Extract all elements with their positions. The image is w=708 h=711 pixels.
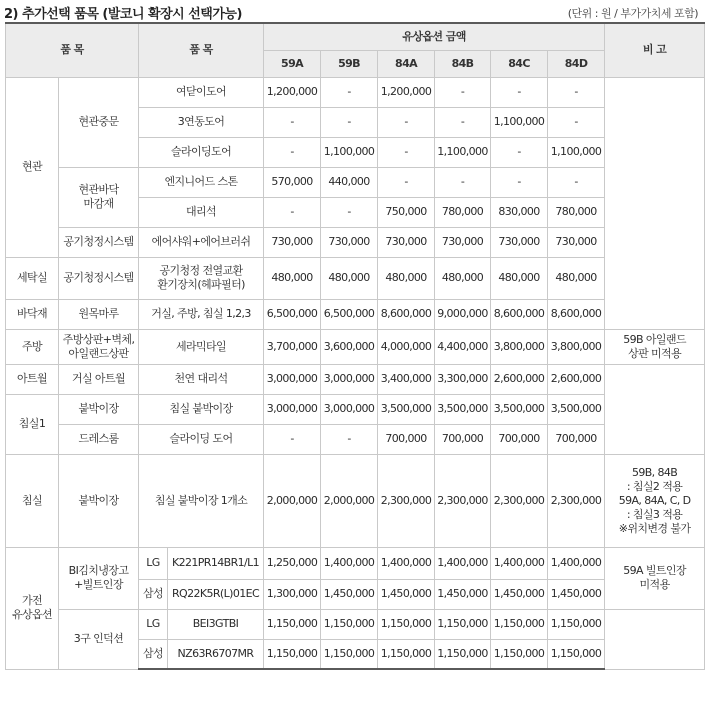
price-cell: 6,500,000 xyxy=(321,299,378,329)
item-cell: NZ63R6707MR xyxy=(168,639,264,669)
price-cell: 1,450,000 xyxy=(548,579,605,609)
price-cell: - xyxy=(378,137,435,167)
remark-cell: 59A 빌트인장 미적용 xyxy=(605,547,705,609)
remark-cell: 59B 아일랜드 상판 미적용 xyxy=(605,329,705,364)
table-row xyxy=(6,257,705,299)
price-cell: 440,000 xyxy=(321,167,378,197)
category-cell: 침실 xyxy=(6,454,59,547)
brand-cell: LG xyxy=(139,609,168,639)
price-cell: 1,150,000 xyxy=(321,639,378,669)
item-cell: 침실 붙박이장 xyxy=(139,394,264,424)
item-cell: 엔지니어드 스톤 xyxy=(139,167,264,197)
remark-cell: 59B, 84B : 침실2 적용 59A, 84A, C, D : 침실3 적용 ※위치변경 불가 xyxy=(605,454,705,547)
price-cell: 1,150,000 xyxy=(435,609,491,639)
price-cell: 2,300,000 xyxy=(548,454,605,547)
price-cell: 1,150,000 xyxy=(548,609,605,639)
price-cell: 3,500,000 xyxy=(378,394,435,424)
price-cell: 2,000,000 xyxy=(264,454,321,547)
price-cell: - xyxy=(435,77,491,107)
subcategory-cell: 드레스룸 xyxy=(59,424,139,454)
subcategory-cell: 공기청정시스템 xyxy=(59,257,139,299)
header-item-detail: 품 목 xyxy=(139,23,264,77)
item-cell: 천연 대리석 xyxy=(139,364,264,394)
price-cell: 3,000,000 xyxy=(321,394,378,424)
category-cell: 아트월 xyxy=(6,364,59,394)
price-cell: 2,300,000 xyxy=(435,454,491,547)
header-type: 59A xyxy=(264,50,321,77)
header-remarks: 비 고 xyxy=(605,23,705,77)
subcategory-cell: 주방상판+벽체, 아일랜드상판 xyxy=(59,329,139,364)
header-type: 84A xyxy=(378,50,435,77)
price-cell: 1,250,000 xyxy=(264,547,321,579)
price-cell: - xyxy=(491,77,548,107)
price-cell: 1,100,000 xyxy=(321,137,378,167)
price-cell: 730,000 xyxy=(378,227,435,257)
price-cell: - xyxy=(378,107,435,137)
price-cell: 700,000 xyxy=(491,424,548,454)
price-cell: 730,000 xyxy=(435,227,491,257)
category-cell: 바닥재 xyxy=(6,299,59,329)
price-cell: 1,150,000 xyxy=(321,609,378,639)
price-cell: 1,150,000 xyxy=(264,609,321,639)
price-cell: 1,150,000 xyxy=(378,639,435,669)
item-cell: 에어샤워+에어브러쉬 xyxy=(139,227,264,257)
price-cell: 480,000 xyxy=(548,257,605,299)
price-cell: 8,600,000 xyxy=(378,299,435,329)
price-cell: 480,000 xyxy=(321,257,378,299)
item-cell: 여닫이도어 xyxy=(139,77,264,107)
table-row xyxy=(6,394,705,424)
table-row xyxy=(6,299,705,329)
header-item-category: 품 목 xyxy=(6,23,139,77)
item-cell: 슬라이딩 도어 xyxy=(139,424,264,454)
table-row xyxy=(6,547,705,579)
price-cell: - xyxy=(264,197,321,227)
price-cell: 9,000,000 xyxy=(435,299,491,329)
item-cell: 슬라이딩도어 xyxy=(139,137,264,167)
price-cell: 730,000 xyxy=(264,227,321,257)
category-cell: 가전 유상옵션 xyxy=(6,547,59,669)
brand-cell: 삼성 xyxy=(139,579,168,609)
price-cell: 1,150,000 xyxy=(491,639,548,669)
subcategory-cell: 현관바닥 마감재 xyxy=(59,167,139,227)
price-cell: 8,600,000 xyxy=(491,299,548,329)
price-cell: 8,600,000 xyxy=(548,299,605,329)
price-cell: - xyxy=(264,137,321,167)
price-cell: - xyxy=(321,77,378,107)
price-cell: 480,000 xyxy=(435,257,491,299)
subcategory-cell: 공기청정시스템 xyxy=(59,227,139,257)
remark-cell xyxy=(605,77,705,329)
price-cell: 1,150,000 xyxy=(548,639,605,669)
subcategory-cell: 붙박이장 xyxy=(59,394,139,424)
table-row xyxy=(6,424,705,454)
price-cell: 1,150,000 xyxy=(264,639,321,669)
price-cell: 3,600,000 xyxy=(321,329,378,364)
price-cell: - xyxy=(548,167,605,197)
price-cell: 3,500,000 xyxy=(435,394,491,424)
price-cell: 3,000,000 xyxy=(264,364,321,394)
price-cell: 3,000,000 xyxy=(321,364,378,394)
category-cell: 침실1 xyxy=(6,394,59,454)
item-cell: 거실, 주방, 침실 1,2,3 xyxy=(139,299,264,329)
price-cell: 1,450,000 xyxy=(378,579,435,609)
price-cell: 3,800,000 xyxy=(491,329,548,364)
subcategory-cell: 현관중문 xyxy=(59,77,139,167)
item-cell: 세라믹타일 xyxy=(139,329,264,364)
price-cell: - xyxy=(264,107,321,137)
price-cell: - xyxy=(321,197,378,227)
price-cell: - xyxy=(321,107,378,137)
price-cell: 1,400,000 xyxy=(491,547,548,579)
price-cell: - xyxy=(491,137,548,167)
header-type: 84C xyxy=(491,50,548,77)
price-cell: 1,150,000 xyxy=(435,639,491,669)
price-cell: 1,450,000 xyxy=(491,579,548,609)
item-cell: RQ22K5R(L)01EC xyxy=(168,579,264,609)
remark-cell xyxy=(605,609,705,669)
price-cell: 730,000 xyxy=(321,227,378,257)
table-row xyxy=(6,329,705,364)
price-cell: 1,100,000 xyxy=(491,107,548,137)
subcategory-cell: 원목마루 xyxy=(59,299,139,329)
price-cell: 1,100,000 xyxy=(435,137,491,167)
price-cell: 3,500,000 xyxy=(548,394,605,424)
price-cell: 1,200,000 xyxy=(264,77,321,107)
unit-note: (단위 : 원 / 부가가치세 포함) xyxy=(567,7,698,20)
price-cell: - xyxy=(435,167,491,197)
price-cell: 1,150,000 xyxy=(378,609,435,639)
price-cell: 730,000 xyxy=(491,227,548,257)
price-cell: 1,300,000 xyxy=(264,579,321,609)
category-cell: 세탁실 xyxy=(6,257,59,299)
brand-cell: 삼성 xyxy=(139,639,168,669)
subcategory-cell: 거실 아트월 xyxy=(59,364,139,394)
item-cell: 대리석 xyxy=(139,197,264,227)
price-cell: 1,100,000 xyxy=(548,137,605,167)
price-cell: 1,150,000 xyxy=(491,609,548,639)
category-cell: 주방 xyxy=(6,329,59,364)
header-type: 84D xyxy=(548,50,605,77)
section-title: 2) 추가선택 품목 (발코니 확장시 선택가능) xyxy=(4,7,242,22)
price-cell: 2,300,000 xyxy=(491,454,548,547)
price-cell: 2,600,000 xyxy=(491,364,548,394)
price-cell: - xyxy=(321,424,378,454)
price-cell: - xyxy=(264,424,321,454)
price-cell: 3,000,000 xyxy=(264,394,321,424)
price-cell: 780,000 xyxy=(435,197,491,227)
price-cell: 700,000 xyxy=(378,424,435,454)
price-cell: 3,300,000 xyxy=(435,364,491,394)
price-cell: - xyxy=(435,107,491,137)
price-cell: 700,000 xyxy=(548,424,605,454)
price-cell: 730,000 xyxy=(548,227,605,257)
header-type: 84B xyxy=(435,50,491,77)
price-cell: 3,700,000 xyxy=(264,329,321,364)
price-cell: 700,000 xyxy=(435,424,491,454)
table-row xyxy=(6,364,705,394)
price-cell: 1,400,000 xyxy=(548,547,605,579)
table-row xyxy=(6,227,705,257)
header-price-group: 유상옵션 금액 xyxy=(264,23,605,50)
remark-cell xyxy=(605,364,705,454)
price-cell: 4,000,000 xyxy=(378,329,435,364)
price-cell: 1,200,000 xyxy=(378,77,435,107)
price-cell: 2,600,000 xyxy=(548,364,605,394)
price-cell: 1,400,000 xyxy=(435,547,491,579)
price-cell: 1,400,000 xyxy=(378,547,435,579)
category-cell: 현관 xyxy=(6,77,59,257)
price-cell: - xyxy=(491,167,548,197)
price-cell: 2,000,000 xyxy=(321,454,378,547)
header-type: 59B xyxy=(321,50,378,77)
price-cell: 3,800,000 xyxy=(548,329,605,364)
item-cell: 3연동도어 xyxy=(139,107,264,137)
brand-cell: LG xyxy=(139,547,168,579)
item-cell: BEI3GTBI xyxy=(168,609,264,639)
price-cell: 1,450,000 xyxy=(435,579,491,609)
table-row xyxy=(6,167,705,197)
item-cell: 공기청정 전열교환 환기장치(헤파필터) xyxy=(139,257,264,299)
item-cell: 침실 붙박이장 1개소 xyxy=(139,454,264,547)
price-cell: 750,000 xyxy=(378,197,435,227)
price-cell: 1,450,000 xyxy=(321,579,378,609)
price-cell: 2,300,000 xyxy=(378,454,435,547)
table-row xyxy=(6,454,705,547)
price-cell: 4,400,000 xyxy=(435,329,491,364)
price-cell: 780,000 xyxy=(548,197,605,227)
price-cell: 480,000 xyxy=(264,257,321,299)
table-row xyxy=(6,77,705,107)
price-cell: 480,000 xyxy=(491,257,548,299)
price-cell: 1,400,000 xyxy=(321,547,378,579)
price-cell: - xyxy=(378,167,435,197)
price-cell: 6,500,000 xyxy=(264,299,321,329)
price-cell: 830,000 xyxy=(491,197,548,227)
item-cell: K221PR14BR1/L1 xyxy=(168,547,264,579)
subcategory-cell: BI김치냉장고 +빌트인장 xyxy=(59,547,139,609)
subcategory-cell: 3구 인덕션 xyxy=(59,609,139,669)
price-cell: 570,000 xyxy=(264,167,321,197)
price-cell: 3,400,000 xyxy=(378,364,435,394)
table-row xyxy=(6,609,705,639)
option-price-table xyxy=(5,22,705,670)
price-cell: - xyxy=(548,107,605,137)
subcategory-cell: 붙박이장 xyxy=(59,454,139,547)
price-cell: - xyxy=(548,77,605,107)
price-cell: 480,000 xyxy=(378,257,435,299)
price-cell: 3,500,000 xyxy=(491,394,548,424)
